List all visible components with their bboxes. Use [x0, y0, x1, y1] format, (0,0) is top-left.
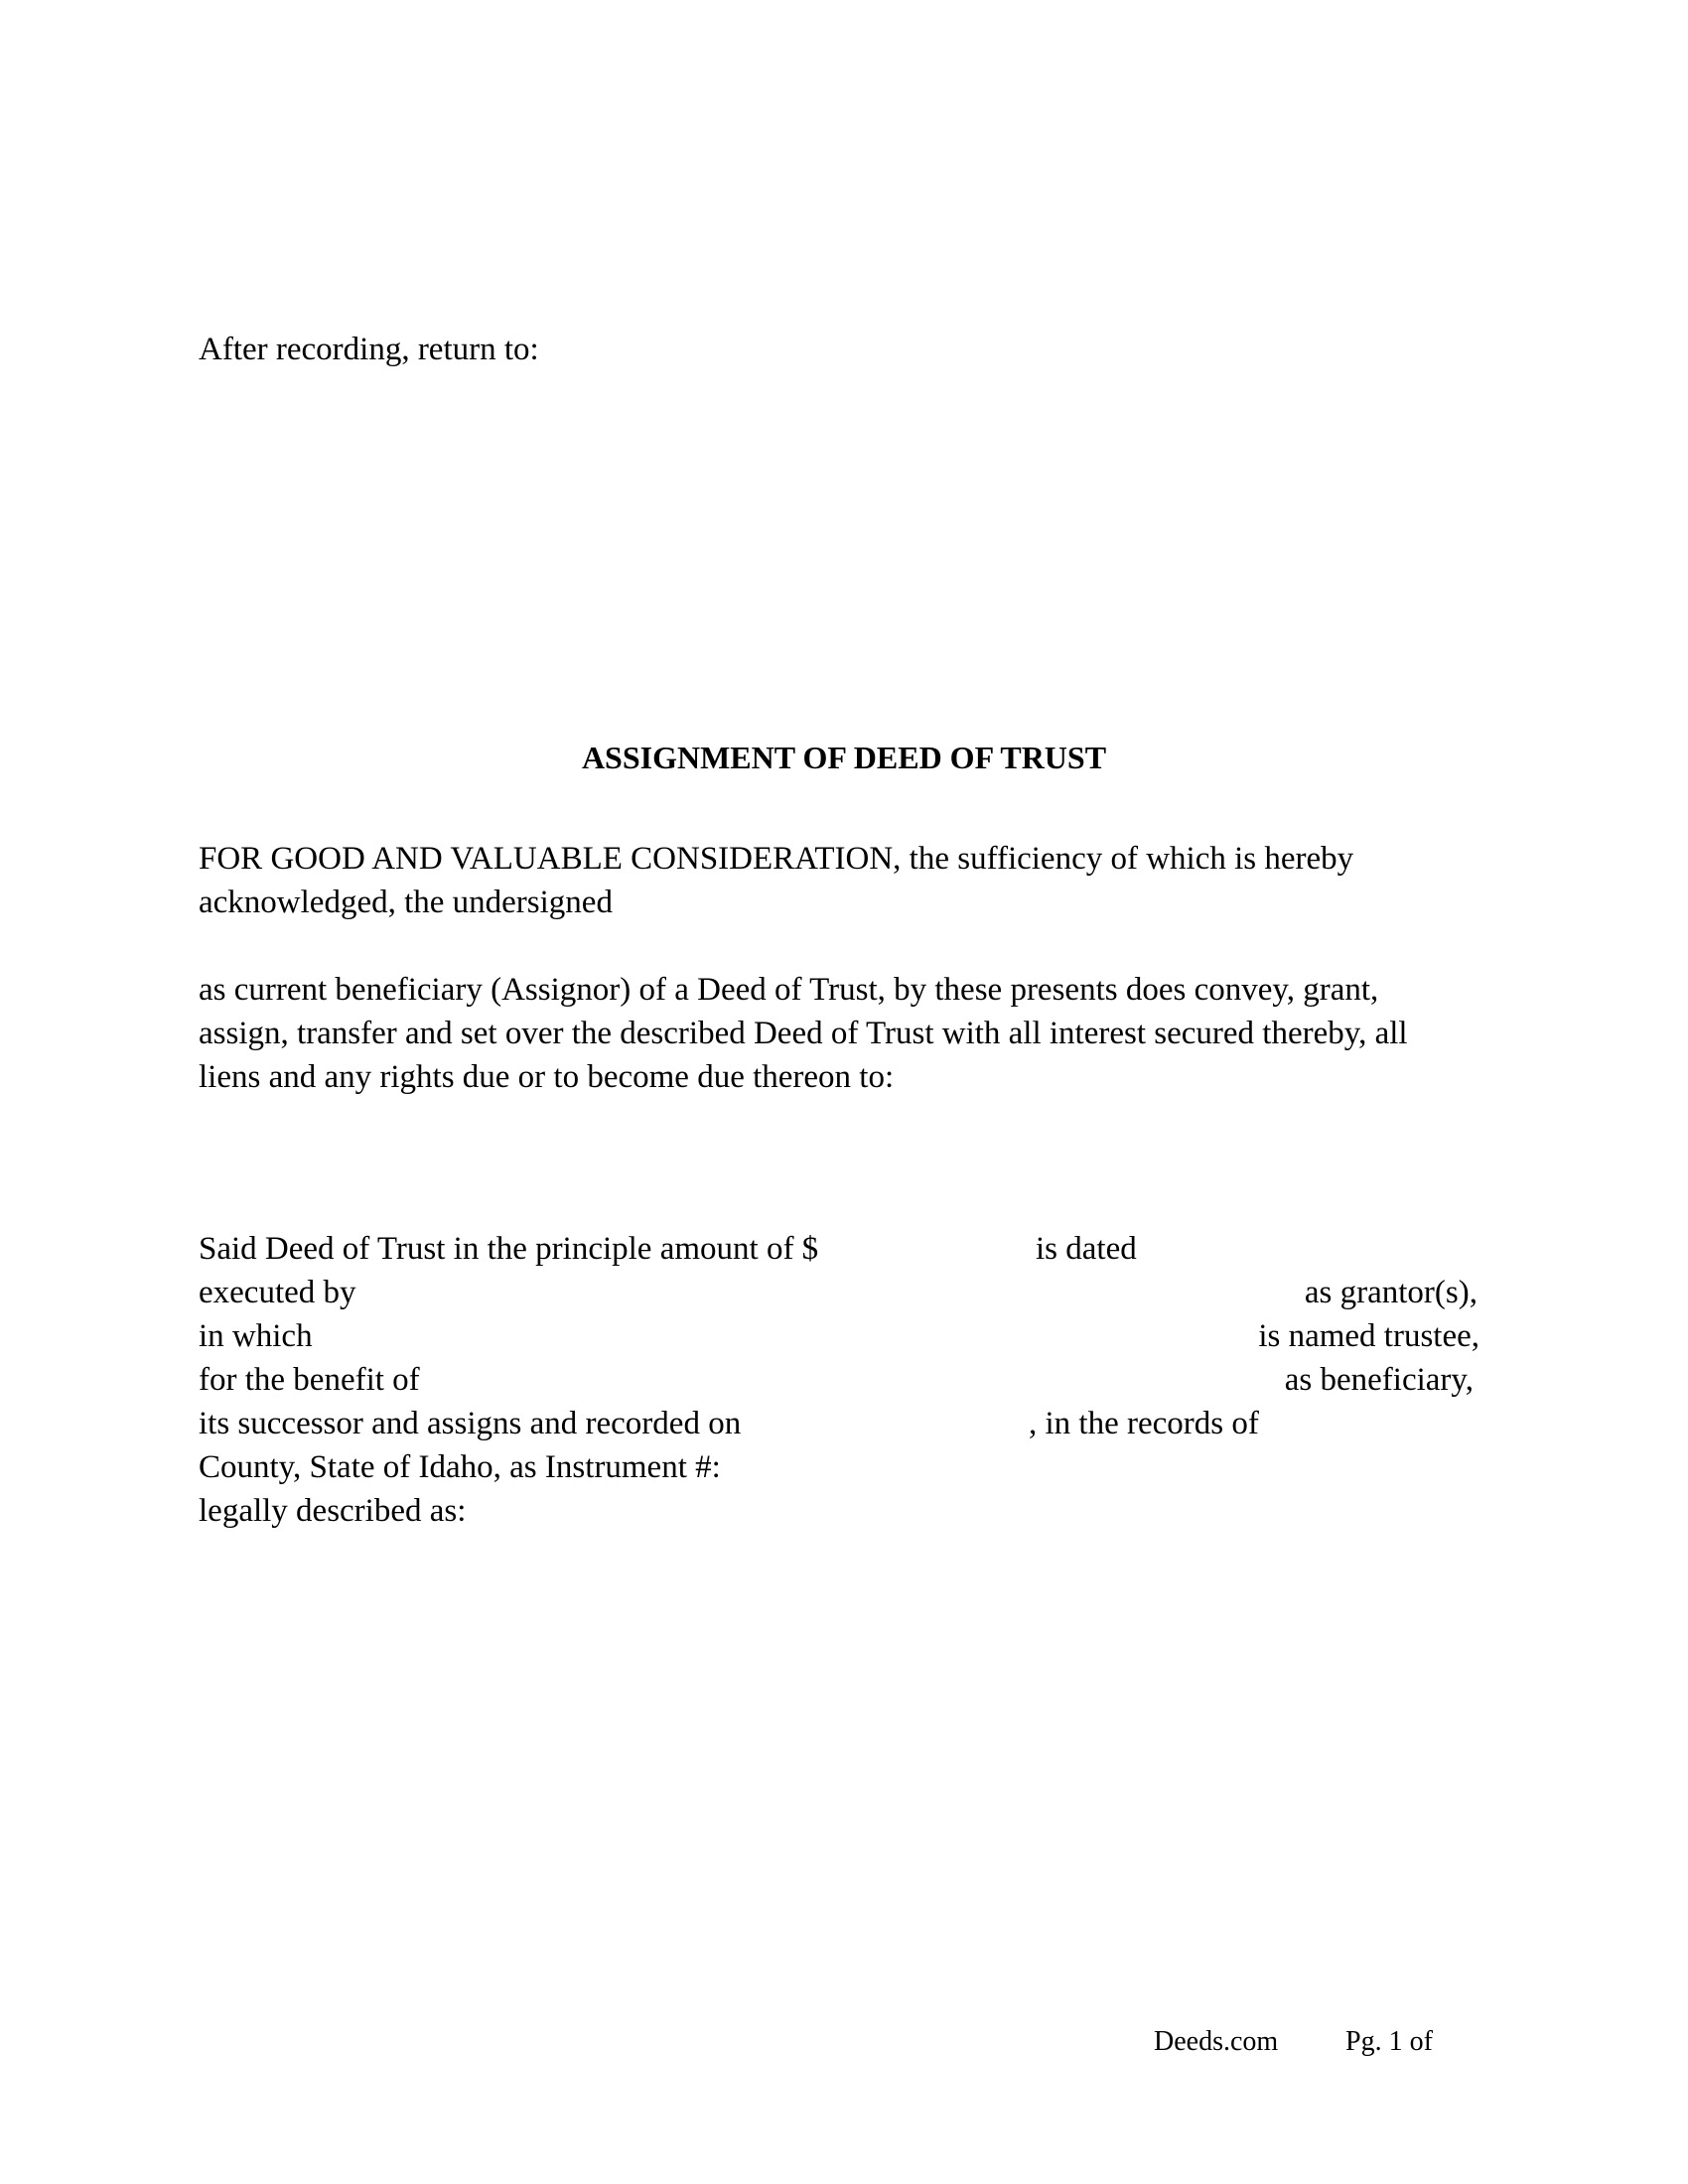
executed-by-label: executed by [199, 1275, 356, 1310]
footer-page-number: Pg. 1 of [1345, 2026, 1433, 2057]
is-dated-label: is dated [1036, 1231, 1137, 1267]
assignor-line-1: as current beneficiary (Assignor) of a Deed of Trust, by these presents does convey, grant, [199, 972, 1379, 1008]
as-grantors-label: as grantor(s), [1304, 1275, 1477, 1310]
document-title: ASSIGNMENT OF DEED OF TRUST [581, 740, 1107, 775]
named-trustee-label: is named trustee, [1258, 1318, 1479, 1354]
consideration-line-1: FOR GOOD AND VALUABLE CONSIDERATION, the sufficiency of which is hereby [199, 841, 1354, 877]
records-of-label: , in the records of [1029, 1406, 1259, 1441]
county-state-label: County, State of Idaho, as Instrument #: [199, 1449, 721, 1485]
in-which-label: in which [199, 1318, 313, 1354]
assignor-line-2: assign, transfer and set over the described Deed of Trust with all interest secured thereby, all [199, 1016, 1408, 1051]
return-to-label: After recording, return to: [199, 332, 539, 367]
legally-described-label: legally described as: [199, 1493, 467, 1529]
benefit-of-label: for the benefit of [199, 1362, 420, 1398]
assignor-line-3: liens and any rights due or to become due thereon to: [199, 1059, 895, 1095]
consideration-line-2: acknowledged, the undersigned [199, 885, 613, 920]
as-beneficiary-label: as beneficiary, [1284, 1362, 1474, 1398]
footer-site: Deeds.com [1154, 2026, 1279, 2057]
recorded-on-label: its successor and assigns and recorded on [199, 1406, 742, 1441]
principal-amount-label: Said Deed of Trust in the principle amount of $ [199, 1231, 819, 1267]
